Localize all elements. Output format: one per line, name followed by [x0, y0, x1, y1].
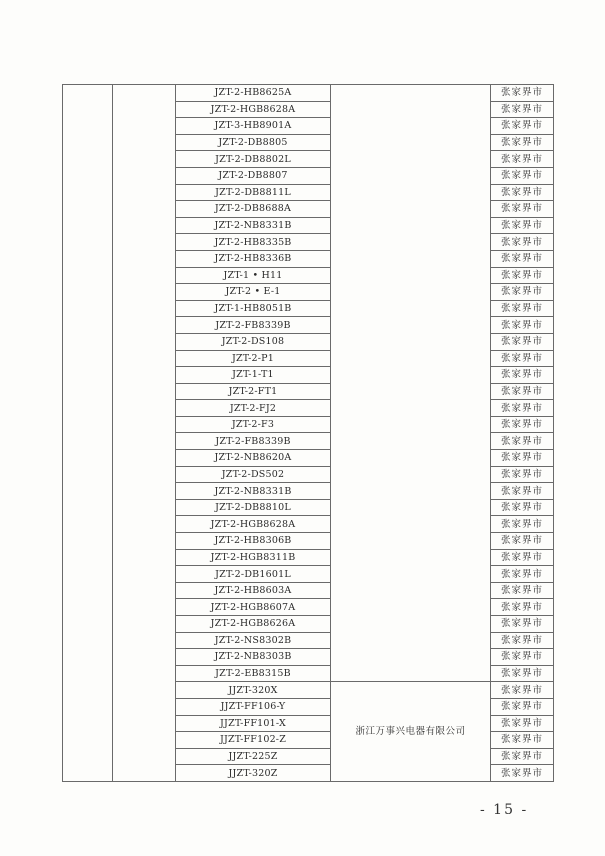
- model-cell: JZT-2-DS108: [176, 333, 331, 350]
- model-cell: JZT-2-NB8331B: [176, 217, 331, 234]
- city-cell: 张家界市: [491, 400, 554, 417]
- city-cell: 张家界市: [491, 284, 554, 301]
- model-cell: JJZT-320X: [176, 682, 331, 699]
- model-cell: JZT-3-HB8901A: [176, 118, 331, 135]
- model-cell: JZT-2-EB8315B: [176, 665, 331, 682]
- model-cell: JJZT-FF106-Y: [176, 698, 331, 715]
- model-cell: JZT-1-HB8051B: [176, 300, 331, 317]
- model-cell: JZT-2-HB8335B: [176, 234, 331, 251]
- city-cell: 张家界市: [491, 134, 554, 151]
- city-cell: 张家界市: [491, 367, 554, 384]
- city-cell: 张家界市: [491, 632, 554, 649]
- model-cell: JZT-2 • E-1: [176, 284, 331, 301]
- index-column-cell: [63, 85, 113, 782]
- city-cell: 张家界市: [491, 450, 554, 467]
- model-cell: JZT-2-NB8331B: [176, 483, 331, 500]
- model-cell: JZT-2-HGB8626A: [176, 616, 331, 633]
- model-cell: JZT-2-F3: [176, 416, 331, 433]
- city-cell: 张家界市: [491, 317, 554, 334]
- city-cell: 张家界市: [491, 184, 554, 201]
- city-cell: 张家界市: [491, 101, 554, 118]
- model-cell: JZT-2-DB1601L: [176, 566, 331, 583]
- model-cell: JZT-2-DB8802L: [176, 151, 331, 168]
- city-cell: 张家界市: [491, 566, 554, 583]
- product-table: [62, 84, 554, 782]
- city-cell: 张家界市: [491, 217, 554, 234]
- city-cell: 张家界市: [491, 466, 554, 483]
- city-cell: 张家界市: [491, 649, 554, 666]
- city-cell: 张家界市: [491, 665, 554, 682]
- city-cell: 张家界市: [491, 499, 554, 516]
- company-cell: 浙江万事兴电器有限公司: [331, 682, 491, 782]
- category-column-cell: [113, 85, 176, 782]
- model-cell: JZT-2-DS502: [176, 466, 331, 483]
- model-cell: JZT-2-FJ2: [176, 400, 331, 417]
- city-cell: 张家界市: [491, 765, 554, 782]
- table-row: [63, 85, 554, 102]
- city-cell: 张家界市: [491, 698, 554, 715]
- city-cell: 张家界市: [491, 549, 554, 566]
- city-cell: 张家界市: [491, 383, 554, 400]
- city-cell: 张家界市: [491, 350, 554, 367]
- city-cell: 张家界市: [491, 599, 554, 616]
- model-cell: JZT-2-HB8603A: [176, 582, 331, 599]
- model-cell: JZT-2-DB8688A: [176, 201, 331, 218]
- model-cell: JZT-2-DB8807: [176, 167, 331, 184]
- model-cell: JZT-2-HGB8628A: [176, 101, 331, 118]
- city-cell: 张家界市: [491, 250, 554, 267]
- city-cell: 张家界市: [491, 748, 554, 765]
- model-cell: JZT-1-T1: [176, 367, 331, 384]
- city-cell: 张家界市: [491, 201, 554, 218]
- city-cell: 张家界市: [491, 516, 554, 533]
- product-table-body: [63, 85, 554, 782]
- model-cell: JZT-2-FB8339B: [176, 317, 331, 334]
- model-cell: JZT-2-FB8339B: [176, 433, 331, 450]
- model-cell: JZT-2-HGB8311B: [176, 549, 331, 566]
- model-cell: JZT-2-NB8303B: [176, 649, 331, 666]
- model-cell: JJZT-FF101-X: [176, 715, 331, 732]
- model-cell: JZT-2-DB8810L: [176, 499, 331, 516]
- model-cell: JZT-2-HGB8628A: [176, 516, 331, 533]
- city-cell: 张家界市: [491, 582, 554, 599]
- model-cell: JZT-2-HB8306B: [176, 533, 331, 550]
- city-cell: 张家界市: [491, 682, 554, 699]
- city-cell: 张家界市: [491, 85, 554, 102]
- model-cell: JZT-2-NB8620A: [176, 450, 331, 467]
- model-cell: JZT-2-NS8302B: [176, 632, 331, 649]
- city-cell: 张家界市: [491, 151, 554, 168]
- city-cell: 张家界市: [491, 732, 554, 749]
- page-number: - 15 -: [480, 802, 529, 818]
- city-cell: 张家界市: [491, 333, 554, 350]
- model-cell: JZT-2-HB8336B: [176, 250, 331, 267]
- model-cell: JJZT-FF102-Z: [176, 732, 331, 749]
- city-cell: 张家界市: [491, 433, 554, 450]
- city-cell: 张家界市: [491, 416, 554, 433]
- city-cell: 张家界市: [491, 300, 554, 317]
- city-cell: 张家界市: [491, 483, 554, 500]
- city-cell: 张家界市: [491, 118, 554, 135]
- city-cell: 张家界市: [491, 616, 554, 633]
- city-cell: 张家界市: [491, 167, 554, 184]
- model-cell: JJZT-225Z: [176, 748, 331, 765]
- city-cell: 张家界市: [491, 267, 554, 284]
- model-cell: JZT-1 • H11: [176, 267, 331, 284]
- model-cell: JZT-2-HB8625A: [176, 85, 331, 102]
- model-cell: JZT-2-HGB8607A: [176, 599, 331, 616]
- model-cell: JJZT-320Z: [176, 765, 331, 782]
- model-cell: JZT-2-P1: [176, 350, 331, 367]
- city-cell: 张家界市: [491, 533, 554, 550]
- model-cell: JZT-2-FT1: [176, 383, 331, 400]
- model-cell: JZT-2-DB8811L: [176, 184, 331, 201]
- company-cell: [331, 85, 491, 682]
- city-cell: 张家界市: [491, 234, 554, 251]
- model-cell: JZT-2-DB8805: [176, 134, 331, 151]
- city-cell: 张家界市: [491, 715, 554, 732]
